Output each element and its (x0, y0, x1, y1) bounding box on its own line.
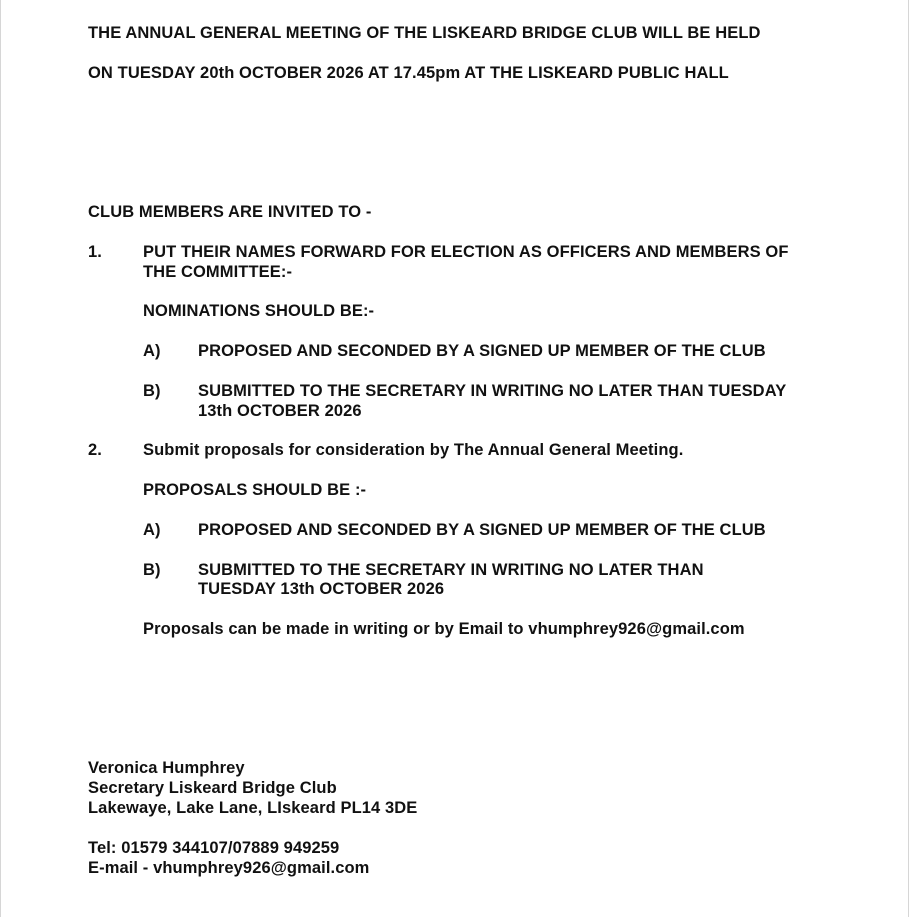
item-1-line-2: THE COMMITTEE:- (143, 263, 293, 281)
email-note: Proposals can be made in writing or by Email to vhumphrey926@gmail.com (143, 620, 745, 638)
item-2-a-text: PROPOSED AND SECONDED BY A SIGNED UP MEMBER OF THE CLUB (198, 521, 766, 539)
item-2-b-label: B) (143, 561, 161, 579)
item-2-b-line-1: SUBMITTED TO THE SECRETARY IN WRITING NO LATER THAN (198, 561, 704, 579)
item-1-line-1: PUT THEIR NAMES FORWARD FOR ELECTION AS OFFICERS AND MEMBERS OF (143, 243, 789, 261)
item-1-a-label: A) (143, 342, 161, 360)
item-2-b-line-2: TUESDAY 13th OCTOBER 2026 (198, 580, 445, 598)
item-2-text: Submit proposals for consideration by The Annual General Meeting. (143, 441, 684, 459)
signature-name: Veronica Humphrey (88, 759, 245, 777)
heading-line-2: ON TUESDAY 20th OCTOBER 2026 AT 17.45pm AT THE LISKEARD PUBLIC HALL (88, 64, 729, 82)
item-1-number: 1. (88, 243, 102, 261)
proposals-subheading: PROPOSALS SHOULD BE :- (143, 481, 367, 499)
nominations-subheading: NOMINATIONS SHOULD BE:- (143, 302, 375, 320)
signature-role: Secretary Liskeard Bridge Club (88, 779, 337, 797)
item-2-number: 2. (88, 441, 102, 459)
signature-email: E-mail - vhumphrey926@gmail.com (88, 859, 370, 877)
item-1-b-line-2: 13th OCTOBER 2026 (198, 402, 362, 420)
invite-text: CLUB MEMBERS ARE INVITED TO - (88, 203, 372, 221)
item-1-b-label: B) (143, 382, 161, 400)
heading-line-1: THE ANNUAL GENERAL MEETING OF THE LISKEARD BRIDGE CLUB WILL BE HELD (88, 24, 761, 42)
item-1-a-text: PROPOSED AND SECONDED BY A SIGNED UP MEMBER OF THE CLUB (198, 342, 766, 360)
signature-address: Lakewaye, Lake Lane, LIskeard PL14 3DE (88, 799, 418, 817)
item-1-b-line-1: SUBMITTED TO THE SECRETARY IN WRITING NO LATER THAN TUESDAY (198, 382, 787, 400)
signature-tel: Tel: 01579 344107/07889 949259 (88, 839, 340, 857)
item-2-a-label: A) (143, 521, 161, 539)
